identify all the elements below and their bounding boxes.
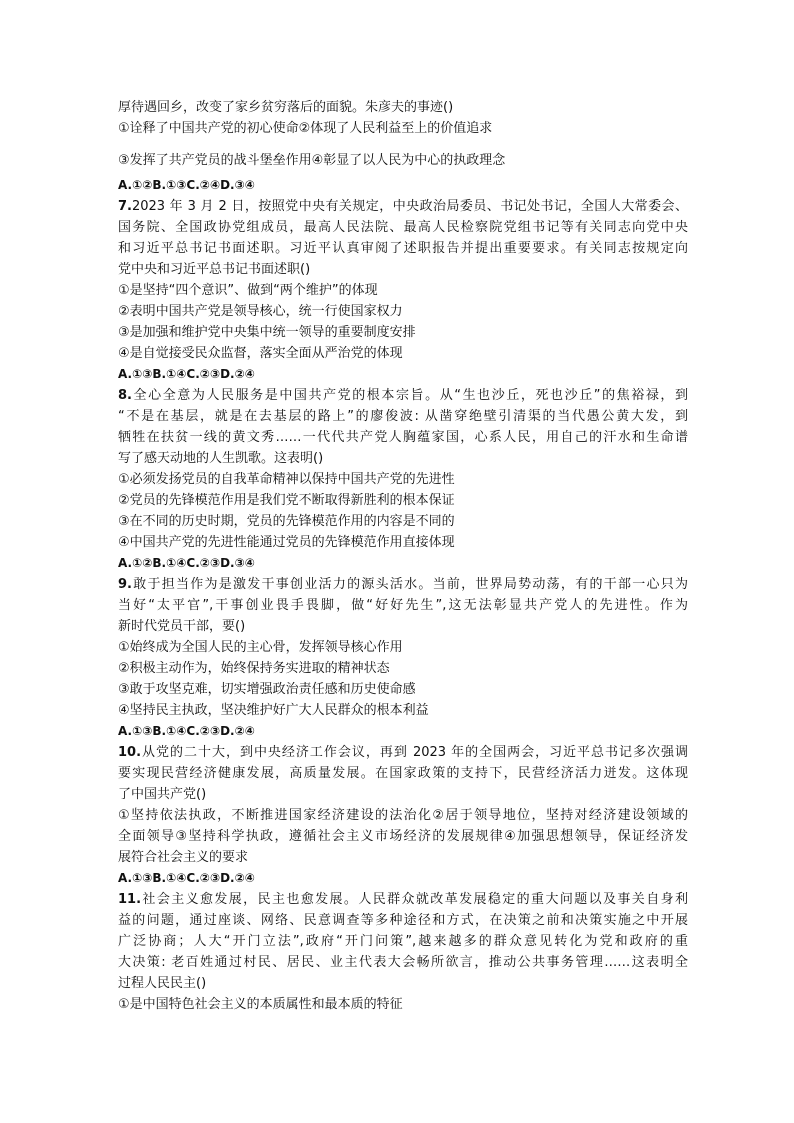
q6-stem: 厚待遇回乡，改变了家乡贫穷落后的面貌。朱彦夫的事迹() [118,100,454,115]
q8-option: ②党员的先锋模范作用是我们党不断取得新胜利的根本保证 [118,493,455,508]
q10-option: ①坚持依法执政，不断推进国家经济建设的法治化②居于领导地位，坚持对经济建设领域的 [118,808,688,823]
q11-option: ①是中国特色社会主义的本质属性和最本质的特征 [118,997,403,1012]
q8-option: ①必须发扬党员的自我革命精神以保持中国共产党的先进性 [118,472,455,487]
q7-stem-line: 党中央和习近平总书记书面述职() [118,262,311,277]
q10-option: 展符合社会主义的要求 [118,850,249,865]
q9-option: ④坚持民主执政，坚决维护好广大人民群众的根本利益 [118,703,429,718]
q8-stem-line: 写了感天动地的人生凯歌。这表明() [118,451,324,466]
q8-stem-line: 牺牲在扶贫一线的黄文秀……一代代共产党人胸蕴家国，心系人民，用自己的汗水和生命谱 [118,430,688,445]
q8-answer-choices: A.①②B.①④C.②③D.③④ [118,556,255,570]
q6-options-line-1: ①诠释了中国共产党的初心使命②体现了人民利益至上的价值追求 [118,121,493,136]
q8-option: ④中国共产党的先进性能通过党员的先锋模范作用直接体现 [118,535,455,550]
question-number: 9. [118,577,132,592]
q8-option: ③在不同的历史时期，党员的先锋模范作用的内容是不同的 [118,514,455,529]
question-number: 7. [118,199,132,214]
q11-stem-line: 大决策: 老百姓通过村民、居民、业主代表大会畅所欲言，推动公共事务管理……这表明全 [118,955,688,970]
q9-answer-choices: A.①③B.①④C.②③D.②④ [118,724,255,738]
exam-page [118,97,688,1015]
q9-option: ③敢于攻坚克难，切实增强政治责任感和历史使命感 [118,682,416,697]
q8-stem-line: 8.全心全意为人民服务是中国共产党的根本宗旨。从“生也沙丘，死也沙丘”的焦裕禄，到 [118,388,688,403]
q9-stem-line: 新时代党员干部，要() [118,619,246,634]
question-number: 11. [118,892,142,907]
q9-stem-line: 当好“太平官”,干事创业畏手畏脚，做“好好先生”,这无法彰显共产党人的先进性。作为 [118,598,688,613]
q9-option: ②积极主动作为，始终保持务实进取的精神状态 [118,661,390,676]
question-11 [118,889,688,1015]
question-10 [118,742,688,889]
question-number: 8. [118,388,132,403]
q7-stem-line: 7.2023 年 3 月 2 日，按照党中央有关规定，中央政治局委员、书记处书记，全国人大常委会、 [118,199,688,214]
q7-option: ②表明中国共产党是领导核心，统一行使国家权力 [118,304,403,319]
question-9 [118,574,688,742]
q6-options-line-2: ③发挥了共产党员的战斗堡垒作用④彰显了以人民为中心的执政理念 [118,153,506,168]
q10-option: 全面领导③坚持科学执政，遵循社会主义市场经济的发展规律④加强思想领导，保证经济发 [118,829,688,844]
q11-stem-line: 广泛协商；人大“开门立法”,政府“开门问策”,越来越多的群众意见转化为党和政府的重 [118,934,688,949]
q8-stem-line: “不是在基层，就是在去基层的路上”的廖俊波: 从凿穿绝壁引清渠的当代愚公黄大发，到 [118,409,688,424]
q7-option: ④是自觉接受民众监督，落实全面从严治党的体现 [118,346,403,361]
q10-stem-line: 10.从党的二十大，到中央经济工作会议，再到 2023 年的全国两会，习近平总书记多次强调 [118,745,688,760]
q9-option: ①始终成为全国人民的主心骨，发挥领导核心作用 [118,640,403,655]
question-6 [118,97,688,196]
q10-stem-line: 了中国共产党() [118,787,207,802]
q10-stem-line: 要实现民营经济健康发展，高质量发展。在国家政策的支持下，民营经济活力迸发。这体现 [118,766,688,781]
q11-stem-line: 11.社会主义愈发展，民主也愈发展。人民群众就改革发展稳定的重大问题以及事关自身利 [118,892,688,907]
question-7 [118,196,688,385]
q7-answer-choices: A.①③B.①④C.②③D.②④ [118,367,255,381]
q6-answer-choices: A.①②B.①③C.②④D.③④ [118,178,255,192]
question-number: 10. [118,745,142,760]
q7-option: ①是坚持“四个意识”、做到“两个维护”的体现 [118,283,378,298]
question-8 [118,385,688,574]
q9-stem-line: 9.敢于担当作为是激发干事创业活力的源头活水。当前，世界局势动荡，有的干部一心只为 [118,577,688,592]
q7-stem-line: 和习近平总书记书面述职。习近平认真审阅了述职报告并提出重要要求。有关同志按规定向 [118,241,688,256]
q10-answer-choices: A.①③B.①④C.②③D.②④ [118,871,255,885]
q7-stem-line: 国务院、全国政协党组成员，最高人民法院、最高人民检察院党组书记等有关同志向党中央 [118,220,688,235]
q7-option: ③是加强和维护党中央集中统一领导的重要制度安排 [118,325,416,340]
q11-stem-line: 过程人民民主() [118,976,207,991]
q11-stem-line: 益的问题，通过座谈、网络、民意调查等多种途径和方式，在决策之前和决策实施之中开展 [118,913,688,928]
